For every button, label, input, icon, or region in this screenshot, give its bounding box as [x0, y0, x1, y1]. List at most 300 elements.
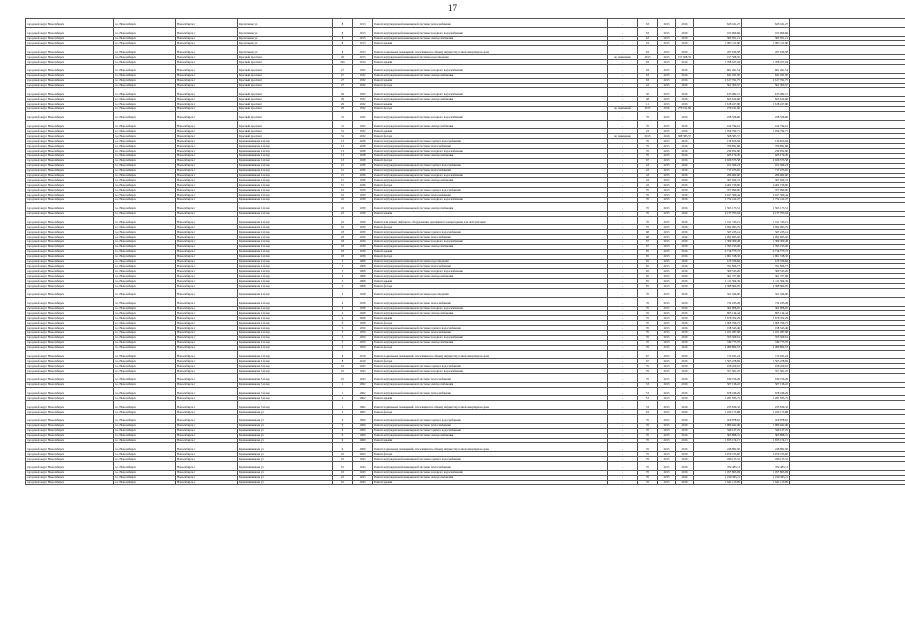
- condition-cell: -: [608, 335, 638, 340]
- house-number-cell: 9: [333, 423, 353, 428]
- cost-cell: 625 629,08: [694, 97, 742, 102]
- start-year-cell: 2015: [658, 340, 676, 345]
- wear-cell: 70: [638, 216, 658, 225]
- cost-cell: 1 617 761,75: [694, 78, 742, 83]
- condition-cell: -: [608, 235, 638, 240]
- condition-cell: -: [608, 428, 638, 433]
- total-cost-cell: 613 082,15: [742, 88, 790, 97]
- cost-cell: 361 757,66: [694, 274, 742, 279]
- end-year-cell: 2016: [676, 475, 694, 480]
- condition-cell: -: [608, 163, 638, 168]
- house-number-cell: 10: [333, 369, 353, 374]
- wear-cell: 70: [638, 330, 658, 335]
- city-cell: Новосибирск г: [176, 382, 238, 387]
- cost-cell: 2 026 575,58: [694, 158, 742, 163]
- house-number-cell: 10: [333, 373, 353, 382]
- year-cell: 1928: [353, 316, 373, 321]
- condition-cell: -: [608, 316, 638, 321]
- condition-cell: -: [608, 73, 638, 78]
- total-cost-cell: 362 008,95: [742, 306, 790, 311]
- total-cost-cell: 367 924,31: [742, 178, 790, 183]
- district-cell: г.о. Новосибирск: [114, 350, 176, 359]
- wear-cell: 43: [638, 163, 658, 168]
- house-number-cell: 9: [333, 428, 353, 433]
- cost-cell: 1 380 309,28: [694, 240, 742, 245]
- cost-cell: 678 246,29: [694, 387, 742, 396]
- year-cell: 1939: [353, 216, 373, 225]
- start-year-cell: 2015: [658, 178, 676, 183]
- district-cell: г.о. Новосибирск: [114, 183, 176, 188]
- street-cell: Крашенинникова ул: [238, 475, 333, 480]
- district-cell: г.о. Новосибирск: [114, 129, 176, 134]
- house-number-cell: 3: [333, 274, 353, 279]
- condition-cell: по заявлению: [608, 55, 638, 60]
- street-cell: Крашенинникова 2-й пер: [238, 330, 333, 335]
- condition-cell: -: [608, 345, 638, 350]
- street-cell: Крашенинникова 2-й пер: [238, 225, 333, 230]
- table-row: [26, 461, 905, 470]
- house-number-cell: 10: [333, 475, 353, 480]
- district-cell: г.о. Новосибирск: [114, 27, 176, 36]
- wear-cell: 70: [638, 311, 658, 316]
- municipality-cell: городской округ Новосибирск: [26, 373, 114, 382]
- work-type-cell: Ремонт внутридомовой инженерной системы теплоснабжения: [373, 235, 608, 240]
- work-type-cell: Ремонт внутридомовой инженерной системы холодного водоснабжения: [373, 269, 608, 274]
- table-row: [26, 216, 905, 225]
- municipality-cell: городской округ Новосибирск: [26, 225, 114, 230]
- work-type-cell: Ремонт крыши: [373, 480, 608, 485]
- house-number-cell: 16: [333, 193, 353, 198]
- end-year-cell: 2016: [676, 387, 694, 396]
- year-cell: 1928: [353, 306, 373, 311]
- note-cell: [790, 120, 905, 129]
- start-year-cell: 2015: [658, 36, 676, 41]
- condition-cell: -: [608, 359, 638, 364]
- city-cell: Новосибирск г: [176, 178, 238, 183]
- city-cell: Новосибирск г: [176, 102, 238, 107]
- district-cell: г.о. Новосибирск: [114, 139, 176, 144]
- house-number-cell: 13: [333, 153, 353, 158]
- wear-cell: 43: [638, 173, 658, 178]
- street-cell: Крашенинникова 2-й пер: [238, 235, 333, 240]
- capital-repair-table: [25, 18, 905, 485]
- condition-cell: -: [608, 330, 638, 335]
- city-cell: Новосибирск г: [176, 311, 238, 316]
- city-cell: Новосибирск г: [176, 129, 238, 134]
- work-type-cell: Ремонт подвальных помещений, относящихся к общему имуществу в многоквартирном доме: [373, 46, 608, 55]
- house-number-cell: 4: [333, 306, 353, 311]
- table-row: [26, 46, 905, 55]
- condition-cell: -: [608, 216, 638, 225]
- end-year-cell: 2016: [676, 401, 694, 410]
- year-cell: 1932: [353, 107, 373, 112]
- work-type-cell: Ремонт внутридомовой инженерной системы теплоснабжения: [373, 19, 608, 28]
- street-cell: Крашенинникова 2-й пер: [238, 193, 333, 198]
- house-number-cell: 18: [333, 244, 353, 249]
- municipality-cell: городской округ Новосибирск: [26, 27, 114, 36]
- year-cell: 1928: [353, 297, 373, 306]
- work-type-cell: Ремонт внутридомовой инженерной системы теплоснабжения: [373, 193, 608, 198]
- start-year-cell: 2015: [658, 197, 676, 202]
- cost-cell: 613 082,15: [694, 88, 742, 97]
- cost-cell: 713 181,24: [694, 350, 742, 359]
- condition-cell: -: [608, 326, 638, 331]
- condition-cell: -: [608, 19, 638, 28]
- start-year-cell: 2015: [658, 193, 676, 198]
- cost-cell: 702 483,11: [694, 461, 742, 470]
- end-year-cell: 270 191,66: [676, 107, 694, 112]
- start-year-cell: 2015: [658, 461, 676, 470]
- year-cell: 1936: [353, 168, 373, 173]
- city-cell: Новосибирск г: [176, 83, 238, 88]
- district-cell: г.о. Новосибирск: [114, 158, 176, 163]
- total-cost-cell: 1 395 193,66: [742, 244, 790, 249]
- house-number-cell: 8: [333, 19, 353, 28]
- municipality-cell: городской округ Новосибирск: [26, 129, 114, 134]
- work-type-cell: Ремонт внутридомовой инженерной системы электроснабжения: [373, 178, 608, 183]
- start-year-cell: 2015: [658, 111, 676, 120]
- table-row: [26, 415, 905, 424]
- year-cell: 1908: [353, 269, 373, 274]
- district-cell: г.о. Новосибирск: [114, 149, 176, 154]
- city-cell: Новосибирск г: [176, 183, 238, 188]
- house-number-cell: 3: [333, 264, 353, 269]
- total-cost-cell: 238 326,80: [742, 111, 790, 120]
- house-number-cell: 18: [333, 235, 353, 240]
- condition-cell: -: [608, 274, 638, 279]
- total-cost-cell: 1 618 227,80: [742, 102, 790, 107]
- year-cell: 1943: [353, 480, 373, 485]
- table-body: [26, 19, 905, 485]
- house-number-cell: 16: [333, 202, 353, 211]
- cost-cell: 266 962,60: [694, 173, 742, 178]
- house-number-cell: 3: [333, 259, 353, 264]
- total-cost-cell: 414 794,61: [742, 120, 790, 129]
- start-year-cell: 2015: [658, 249, 676, 254]
- street-cell: Красный проспект: [238, 97, 333, 102]
- wear-cell: 53: [638, 387, 658, 396]
- note-cell: [790, 401, 905, 410]
- end-year-cell: 2016: [676, 163, 694, 168]
- total-cost-cell: 125 356,84: [742, 259, 790, 264]
- municipality-cell: городской округ Новосибирск: [26, 78, 114, 83]
- municipality-cell: городской округ Новосибирск: [26, 415, 114, 424]
- work-type-cell: Ремонт внутридомовой инженерной системы холодного водоснабжения: [373, 88, 608, 97]
- house-number-cell: 18: [333, 240, 353, 245]
- end-year-cell: 2016: [676, 321, 694, 326]
- cost-cell: 601 261,54: [694, 64, 742, 73]
- end-year-cell: 2016: [676, 111, 694, 120]
- cost-cell: 233 630,32: [694, 401, 742, 410]
- city-cell: Новосибирск г: [176, 438, 238, 443]
- municipality-cell: городской округ Новосибирск: [26, 452, 114, 457]
- wear-cell: 53: [638, 401, 658, 410]
- start-year-cell: 2015: [658, 364, 676, 369]
- municipality-cell: городской округ Новосибирск: [26, 428, 114, 433]
- house-number-cell: 8: [333, 41, 353, 46]
- work-type-cell: Ремонт внутридомовой инженерной системы теплоснабжения: [373, 297, 608, 306]
- street-cell: Красный проспект: [238, 60, 333, 65]
- district-cell: г.о. Новосибирск: [114, 19, 176, 28]
- year-cell: 1950: [353, 345, 373, 350]
- end-year-cell: 2016: [676, 423, 694, 428]
- municipality-cell: городской округ Новосибирск: [26, 139, 114, 144]
- wear-cell: 70: [638, 225, 658, 230]
- condition-cell: -: [608, 410, 638, 415]
- table-row: [26, 443, 905, 452]
- end-year-cell: 2016: [676, 410, 694, 415]
- house-number-cell: 5: [333, 345, 353, 350]
- end-year-cell: 2016: [676, 259, 694, 264]
- house-number-cell: 8: [333, 27, 353, 36]
- total-cost-cell: 1 991 665,02: [742, 235, 790, 240]
- cost-cell: 4 137 793,94: [694, 211, 742, 216]
- start-year-cell: 2015: [658, 264, 676, 269]
- street-cell: Крашенинникова 2-й пер: [238, 158, 333, 163]
- total-cost-cell: 233 630,32: [742, 401, 790, 410]
- district-cell: г.о. Новосибирск: [114, 55, 176, 60]
- municipality-cell: городской округ Новосибирск: [26, 335, 114, 340]
- city-cell: Новосибирск г: [176, 107, 238, 112]
- municipality-cell: городской округ Новосибирск: [26, 306, 114, 311]
- wear-cell: 70: [638, 470, 658, 475]
- municipality-cell: городской округ Новосибирск: [26, 254, 114, 259]
- end-year-cell: 2016: [676, 396, 694, 401]
- work-type-cell: Ремонт внутридомовой инженерной системы холодного водоснабжения: [373, 470, 608, 475]
- year-cell: 1932: [353, 97, 373, 102]
- start-year-cell: 2015: [658, 475, 676, 480]
- condition-cell: -: [608, 129, 638, 134]
- work-type-cell: Ремонт внутридомовой инженерной системы холодного водоснабжения: [373, 64, 608, 73]
- house-number-cell: 5: [333, 335, 353, 340]
- street-cell: Крашенинникова 2-й пер: [238, 311, 333, 316]
- district-cell: г.о. Новосибирск: [114, 369, 176, 374]
- year-cell: 1943: [353, 373, 373, 382]
- start-year-cell: 2015: [658, 102, 676, 107]
- house-number-cell: 9: [333, 415, 353, 424]
- municipality-cell: городской округ Новосибирск: [26, 438, 114, 443]
- city-cell: Новосибирск г: [176, 120, 238, 129]
- street-cell: Крашенинникова 3-й пер: [238, 364, 333, 369]
- cost-cell: 1 641 113,85: [694, 480, 742, 485]
- start-year-cell: 2015: [658, 311, 676, 316]
- start-year-cell: 2015: [658, 423, 676, 428]
- start-year-cell: 2015: [658, 387, 676, 396]
- district-cell: г.о. Новосибирск: [114, 345, 176, 350]
- house-number-cell: 16: [333, 211, 353, 216]
- municipality-cell: городской округ Новосибирск: [26, 173, 114, 178]
- total-cost-cell: 339 773,70: [742, 340, 790, 345]
- condition-cell: -: [608, 64, 638, 73]
- total-cost-cell: 2 402 726,60: [742, 183, 790, 188]
- start-year-cell: 2015: [658, 470, 676, 475]
- condition-cell: -: [608, 288, 638, 297]
- street-cell: Крашенинникова 2-й пер: [238, 288, 333, 297]
- year-cell: 1936: [353, 178, 373, 183]
- house-number-cell: 4: [333, 321, 353, 326]
- district-cell: г.о. Новосибирск: [114, 264, 176, 269]
- end-year-cell: 2016: [676, 78, 694, 83]
- start-year-cell: 2015: [658, 321, 676, 326]
- municipality-cell: городской округ Новосибирск: [26, 387, 114, 396]
- work-type-cell: Ремонт внутридомовой инженерной системы холодного водоснабжения: [373, 240, 608, 245]
- note-cell: [790, 202, 905, 211]
- district-cell: г.о. Новосибирск: [114, 73, 176, 78]
- condition-cell: -: [608, 153, 638, 158]
- year-cell: 1908: [353, 259, 373, 264]
- end-year-cell: 2016: [676, 288, 694, 297]
- table-row: [26, 88, 905, 97]
- wear-cell: 70: [638, 193, 658, 198]
- work-type-cell: Ремонт фасада: [373, 134, 608, 139]
- cost-cell: 2 716 775,72: [694, 249, 742, 254]
- work-type-cell: Ремонт внутридомовой инженерной системы горячего водоснабжения: [373, 139, 608, 144]
- district-cell: г.о. Новосибирск: [114, 235, 176, 240]
- city-cell: Новосибирск г: [176, 144, 238, 149]
- house-number-cell: 9: [333, 433, 353, 438]
- cost-cell: 1 805 111,80: [694, 41, 742, 46]
- work-type-cell: Ремонт крыши: [373, 279, 608, 284]
- city-cell: Новосибирск г: [176, 340, 238, 345]
- district-cell: г.о. Новосибирск: [114, 134, 176, 139]
- district-cell: г.о. Новосибирск: [114, 452, 176, 457]
- wear-cell: 70: [638, 188, 658, 193]
- city-cell: Новосибирск г: [176, 134, 238, 139]
- table-row: [26, 19, 905, 28]
- wear-cell: 2015: [638, 107, 658, 112]
- city-cell: Новосибирск г: [176, 401, 238, 410]
- end-year-cell: 2016: [676, 284, 694, 289]
- condition-cell: -: [608, 97, 638, 102]
- start-year-cell: 2015: [658, 335, 676, 340]
- wear-cell: 70: [638, 452, 658, 457]
- street-cell: Крашенинникова 2-й пер: [238, 279, 333, 284]
- cost-cell: 2 092 993,79: [694, 225, 742, 230]
- city-cell: Новосибирск г: [176, 279, 238, 284]
- house-number-cell: 10: [333, 461, 353, 470]
- year-cell: 1932: [353, 64, 373, 73]
- wear-cell: 67: [638, 359, 658, 364]
- district-cell: г.о. Новосибирск: [114, 306, 176, 311]
- start-year-cell: 2015: [658, 316, 676, 321]
- condition-cell: -: [608, 369, 638, 374]
- note-cell: [790, 19, 905, 28]
- start-year-cell: 2015: [658, 158, 676, 163]
- work-type-cell: Ремонт подвальных помещений, относящихся к общему имуществу в многоквартирном доме: [373, 350, 608, 359]
- city-cell: Новосибирск г: [176, 158, 238, 163]
- note-cell: [790, 350, 905, 359]
- house-number-cell: 18: [333, 249, 353, 254]
- street-cell: Крашенинникова 2-й пер: [238, 173, 333, 178]
- table-row: [26, 120, 905, 129]
- wear-cell: 67: [638, 158, 658, 163]
- wear-cell: 70: [638, 111, 658, 120]
- street-cell: Кропоткина ул: [238, 19, 333, 28]
- city-cell: Новосибирск г: [176, 193, 238, 198]
- municipality-cell: городской округ Новосибирск: [26, 230, 114, 235]
- house-number-cell: 27: [333, 83, 353, 88]
- street-cell: Крашенинникова ул: [238, 410, 333, 415]
- house-number-cell: 5: [333, 330, 353, 335]
- total-cost-cell: 239 052,80: [742, 149, 790, 154]
- house-number-cell: 3: [333, 284, 353, 289]
- page-number: 17: [448, 3, 457, 13]
- city-cell: Новосибирск г: [176, 369, 238, 374]
- municipality-cell: городской округ Новосибирск: [26, 279, 114, 284]
- end-year-cell: 157 508,35: [676, 55, 694, 60]
- total-cost-cell: 1 243 173,68: [742, 410, 790, 415]
- condition-cell: -: [608, 102, 638, 107]
- district-cell: г.о. Новосибирск: [114, 107, 176, 112]
- start-year-cell: 2015: [658, 401, 676, 410]
- municipality-cell: городской округ Новосибирск: [26, 216, 114, 225]
- municipality-cell: городской округ Новосибирск: [26, 240, 114, 245]
- district-cell: г.о. Новосибирск: [114, 423, 176, 428]
- street-cell: Крашенинникова 2-й пер: [238, 168, 333, 173]
- district-cell: г.о. Новосибирск: [114, 230, 176, 235]
- house-number-cell: 13: [333, 139, 353, 144]
- cost-cell: 360 533,20: [694, 269, 742, 274]
- year-cell: 1936: [353, 173, 373, 178]
- wear-cell: 70: [638, 326, 658, 331]
- cost-cell: 198 543,46: [694, 326, 742, 331]
- wear-cell: 70: [638, 369, 658, 374]
- municipality-cell: городской округ Новосибирск: [26, 259, 114, 264]
- end-year-cell: 2016: [676, 433, 694, 438]
- city-cell: Новосибирск г: [176, 326, 238, 331]
- note-cell: [790, 480, 905, 485]
- note-cell: [790, 88, 905, 97]
- street-cell: Крашенинникова 2-й пер: [238, 163, 333, 168]
- street-cell: Крашенинникова 2-й пер: [238, 306, 333, 311]
- city-cell: Новосибирск г: [176, 415, 238, 424]
- street-cell: Крашенинникова 2-й пер: [238, 183, 333, 188]
- wear-cell: 70: [638, 197, 658, 202]
- district-cell: г.о. Новосибирск: [114, 288, 176, 297]
- table-row: [26, 297, 905, 306]
- cost-cell: 339 773,70: [694, 340, 742, 345]
- wear-cell: 2015: [638, 134, 658, 139]
- house-number-cell: 8: [333, 359, 353, 364]
- start-year-cell: 2015: [658, 244, 676, 249]
- wear-cell: 11: [638, 102, 658, 107]
- year-cell: 1950: [353, 340, 373, 345]
- district-cell: г.о. Новосибирск: [114, 326, 176, 331]
- municipality-cell: городской округ Новосибирск: [26, 111, 114, 120]
- year-cell: 1960: [353, 428, 373, 433]
- end-year-cell: 2016: [676, 120, 694, 129]
- work-type-cell: Ремонт внутридомовой инженерной системы горячего водоснабжения: [373, 457, 608, 462]
- street-cell: Красный проспект: [238, 78, 333, 83]
- condition-cell: -: [608, 311, 638, 316]
- start-year-cell: 2015: [658, 202, 676, 211]
- city-cell: Новосибирск г: [176, 111, 238, 120]
- house-number-cell: 27: [333, 78, 353, 83]
- table-row: [26, 401, 905, 410]
- district-cell: г.о. Новосибирск: [114, 311, 176, 316]
- municipality-cell: городской округ Новосибирск: [26, 83, 114, 88]
- end-year-cell: 2016: [676, 225, 694, 230]
- year-cell: 1913: [353, 19, 373, 28]
- wear-cell: 63: [638, 60, 658, 65]
- wear-cell: 65: [638, 259, 658, 264]
- table-row: [26, 27, 905, 36]
- wear-cell: 67: [638, 244, 658, 249]
- wear-cell: 70: [638, 457, 658, 462]
- street-cell: Крашенинникова 2-й пер: [238, 244, 333, 249]
- municipality-cell: городской округ Новосибирск: [26, 55, 114, 60]
- condition-cell: -: [608, 264, 638, 269]
